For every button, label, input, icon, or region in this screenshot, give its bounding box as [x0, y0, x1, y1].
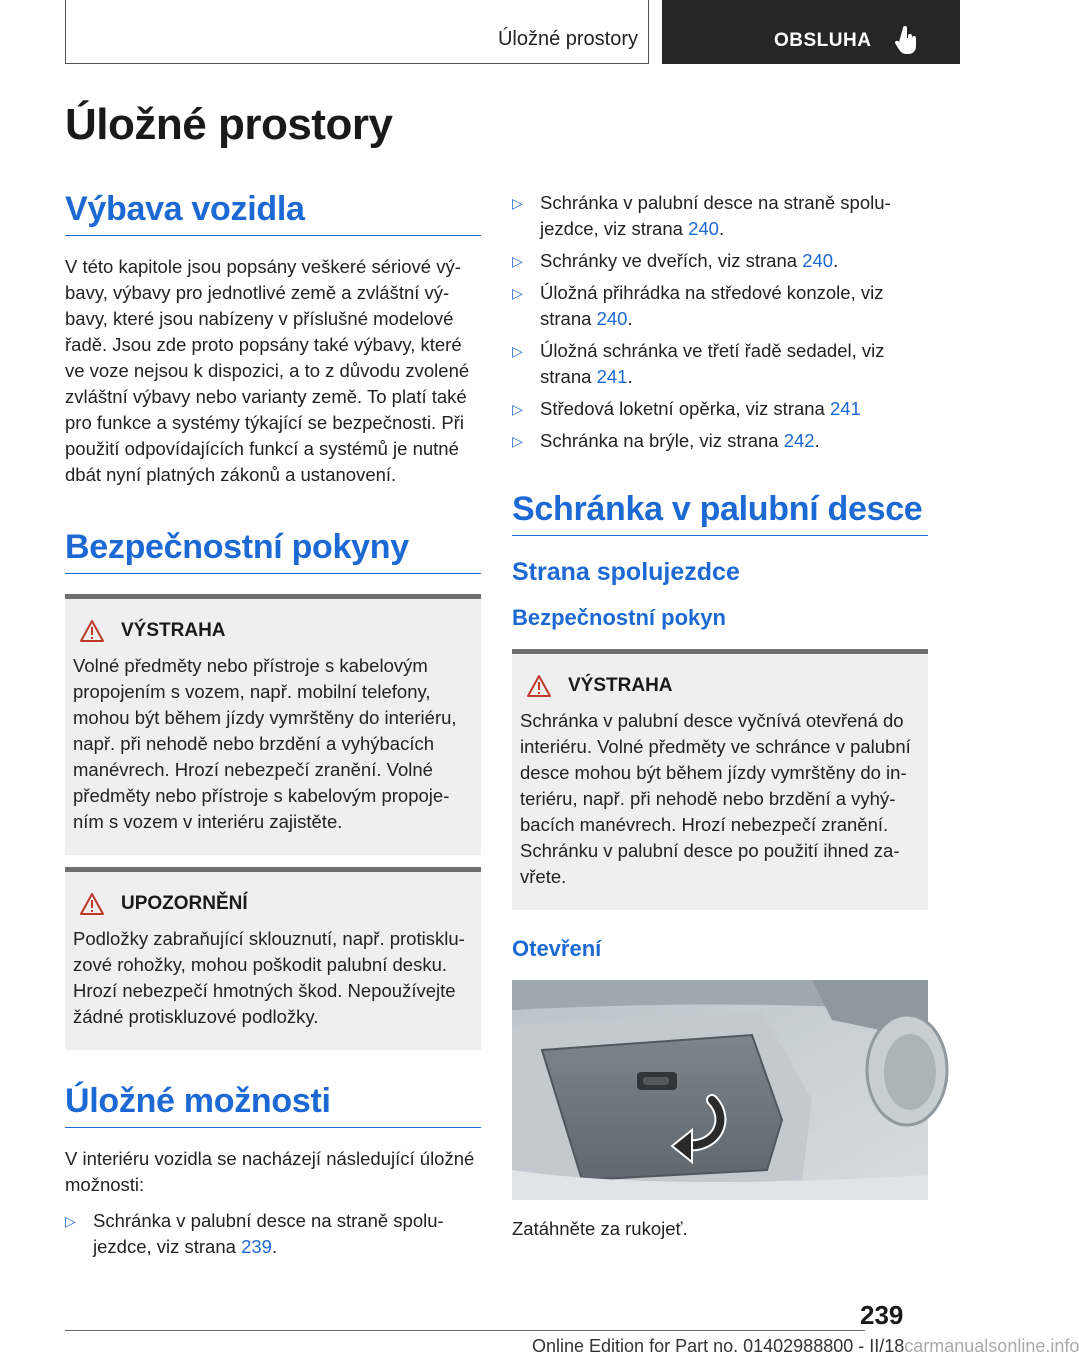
- heading-schranka-v-palubni-desce: Schránka v palubní desce: [512, 490, 928, 536]
- footer-rule: [65, 1330, 865, 1331]
- chapter-tab-label: OBSLUHA: [774, 30, 872, 51]
- page-number: 239: [860, 1300, 904, 1330]
- list-item: ▷ Úložná schránka ve třetí řadě sedadel, viz strana 241.: [512, 340, 885, 387]
- heading-ulozne-moznosti: Úložné možnosti: [65, 1082, 481, 1128]
- header-rule-mid: [648, 0, 649, 64]
- notice-title: UPOZORNĚNÍ: [121, 893, 248, 914]
- warning-triangle-icon: [79, 892, 105, 916]
- page-link[interactable]: 240: [596, 308, 628, 329]
- list-item: ▷ Schránka na brýle, viz strana 242.: [512, 428, 928, 454]
- image-caption: Zatáhněte za rukojeť.: [512, 1218, 688, 1239]
- page-link[interactable]: 241: [596, 366, 628, 387]
- header-section-title: Úložné prostory: [497, 28, 638, 50]
- warning-text: Schránka v palubní desce vyčnívá otevřená do interiéru. Volné předměty ve schránce v palubní desce mohou být během jízdy vymrštěny do in-teriéru, např. při nehodě nebo brzdění a vyhý-bacích manévrech. Hrozí nebezpečí zranění. Schránku v palubní desce po použití ihned za-vřete.: [520, 710, 911, 887]
- list-item: ▷ Schránky ve dveřích, viz strana 240.: [512, 248, 928, 274]
- heading-vybava-vozidla: Výbava vozidla: [65, 190, 481, 236]
- hand-pointer-icon: [894, 26, 920, 56]
- storage-list-left: [65, 1208, 481, 1260]
- warning-text: Volné předměty nebo přístroje s kabelovým propojením s vozem, např. mobilní telefony, mohou být během jízdy vymrštěny do interiéru, např. při nehodě nebo brzdění a vyhýbacích manévrech. Hrozí nebezpečí zranění. Volné předměty nebo přístroje s kabelovým propoje-ním s vozem v interiéru zajistěte.: [73, 655, 457, 832]
- edition-text: Online Edition for Part no. 01402988800 - II/18: [532, 1336, 905, 1356]
- page-link[interactable]: 240: [802, 250, 834, 271]
- footer-edition: [532, 1336, 1079, 1357]
- page-link[interactable]: 242: [783, 430, 815, 451]
- warning-triangle-icon: [526, 674, 552, 698]
- warning-box-2: [512, 649, 928, 910]
- subheading-bezpecnostni-pokyn: Bezpečnostní pokyn: [512, 605, 726, 630]
- triangle-bullet-icon: ▷: [512, 253, 523, 269]
- warning-title: VÝSTRAHA: [121, 620, 226, 641]
- subheading-otevreni: Otevření: [512, 936, 602, 961]
- notice-text: Podložky zabraňující sklouznutí, např. protisklu-zové rohožky, mohou poškodit palubní desku. Hrozí nebezpečí hmotných škod. Nepoužívejte žádné protiskluzové podložky.: [73, 928, 465, 1027]
- triangle-bullet-icon: ▷: [512, 285, 523, 301]
- triangle-bullet-icon: ▷: [512, 401, 523, 417]
- page-link[interactable]: 240: [688, 218, 719, 239]
- notice-box: [65, 867, 481, 1050]
- list-item: ▷ Schránka v palubní desce na straně spolu-jezdce, viz strana 240.: [512, 192, 891, 239]
- warning-triangle-icon: [79, 619, 105, 643]
- triangle-bullet-icon: ▷: [512, 433, 523, 449]
- storage-list-right: [512, 190, 928, 454]
- left-column: [65, 190, 481, 1260]
- page-title: Úložné prostory: [65, 100, 393, 149]
- right-column: [512, 190, 928, 1242]
- page-link[interactable]: 241: [829, 398, 861, 419]
- intro-paragraph: V této kapitole jsou popsány veškeré sériové vý-bavy, výbavy pro jednotlivé země a zvláštní vý-bavy, které jsou nabízeny v příslušné modelové řadě. Jsou zde proto popsány také výbavy, které ve voze nejsou k dispozici, a to z důvodu zvolené zvláštní výbavy nebo varianty země. To platí také pro funkce a systémy týkající se bezpečnosti. Při použití odpovídajících funkcí a systémů je nutné dbát nyní platných zákonů a ustanovení.: [65, 256, 470, 485]
- page-link[interactable]: 239: [241, 1236, 272, 1257]
- triangle-bullet-icon: ▷: [512, 343, 523, 359]
- header-rule-bottom: [65, 63, 649, 64]
- triangle-bullet-icon: ▷: [65, 1213, 76, 1229]
- chapter-tab[interactable]: [662, 0, 960, 64]
- list-item: ▷ Schránka v palubní desce na straně spolu-jezdce, viz strana 239.: [65, 1210, 444, 1257]
- list-item: ▷ Středová loketní opěrka, viz strana 241: [512, 396, 928, 422]
- triangle-bullet-icon: ▷: [512, 195, 523, 211]
- warning-box-1: [65, 594, 481, 855]
- subheading-strana-spolujezdce: Strana spolujezdce: [512, 558, 740, 586]
- glovebox-illustration: [512, 980, 928, 1200]
- watermark-text: carmanualsonline.info: [904, 1336, 1079, 1356]
- header-rule-left: [65, 0, 66, 64]
- storage-intro: V interiéru vozidla se nacházejí následující úložné možnosti:: [65, 1148, 475, 1195]
- warning-title: VÝSTRAHA: [568, 675, 673, 696]
- heading-bezpecnostni-pokyny: Bezpečnostní pokyny: [65, 528, 481, 574]
- list-item: ▷ Úložná přihrádka na středové konzole, viz strana 240.: [512, 282, 884, 329]
